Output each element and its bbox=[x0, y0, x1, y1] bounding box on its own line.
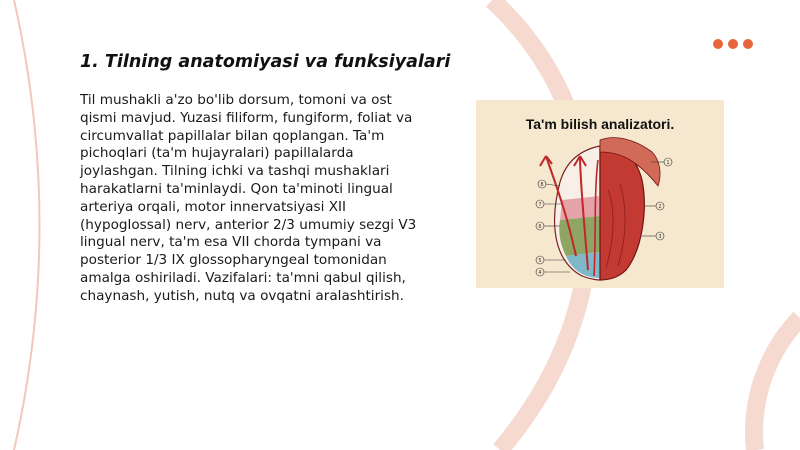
marker-left-8 bbox=[538, 180, 546, 188]
marker-left-6 bbox=[536, 222, 544, 230]
decor-arc-ring bbox=[754, 318, 800, 450]
svg-text:3: 3 bbox=[658, 234, 662, 240]
svg-text:4: 4 bbox=[538, 270, 542, 276]
left-edge-line bbox=[14, 0, 40, 450]
accent-dot-icon bbox=[728, 39, 738, 49]
marker-right-3 bbox=[656, 232, 664, 240]
marker-left-4 bbox=[536, 268, 544, 276]
marker-left-7 bbox=[536, 200, 544, 208]
svg-text:7: 7 bbox=[538, 202, 542, 208]
accent-dot-icon bbox=[743, 39, 753, 49]
marker-right-1 bbox=[664, 158, 672, 166]
accent-dot-icon bbox=[713, 39, 723, 49]
tongue-green-region bbox=[559, 216, 600, 256]
marker-left-5 bbox=[536, 256, 544, 264]
svg-text:8: 8 bbox=[540, 182, 544, 188]
marker-right-2 bbox=[656, 202, 664, 210]
svg-text:6: 6 bbox=[538, 224, 542, 230]
tongue-illustration bbox=[476, 100, 724, 288]
svg-text:2: 2 bbox=[658, 204, 662, 210]
slide-body-text: Til mushakli a'zo bo'lib dorsum, tomoni va ost qismi mavjud. Yuzasi filiform, fungiform, foliat va circumvallat papillalar bilan qoplangan. Ta'm pichoqlari (ta'm hujayralari) papillalarda joylashgan. Tilning ichki va tashqi mushaklari harakatlarni ta'minlaydi. Qon ta'minoti lingual arteriya orqali, motor innervatsiyasi XII (hypoglossal) nerv, anterior 2/3 umumiy sezgi V3 lingual nerv, ta'm esa VII chorda tympani va posterior 1/3 IX glossopharyngeal tomonidan amalga oshiriladi. Vazifalari: ta'mni qabul qilish, chaynash, yutish, nutq va ovqatni aralashtirish. bbox=[80, 92, 417, 304]
svg-text:1: 1 bbox=[666, 160, 670, 166]
figure-caption: Ta'm bilish analizatori. bbox=[525, 116, 675, 132]
svg-text:5: 5 bbox=[538, 258, 542, 264]
decor-dots bbox=[713, 39, 753, 49]
slide-title: 1. Tilning anatomiyasi va funksiyalari bbox=[80, 52, 451, 72]
tongue-right-half bbox=[600, 146, 644, 280]
tongue-figure bbox=[476, 100, 724, 288]
